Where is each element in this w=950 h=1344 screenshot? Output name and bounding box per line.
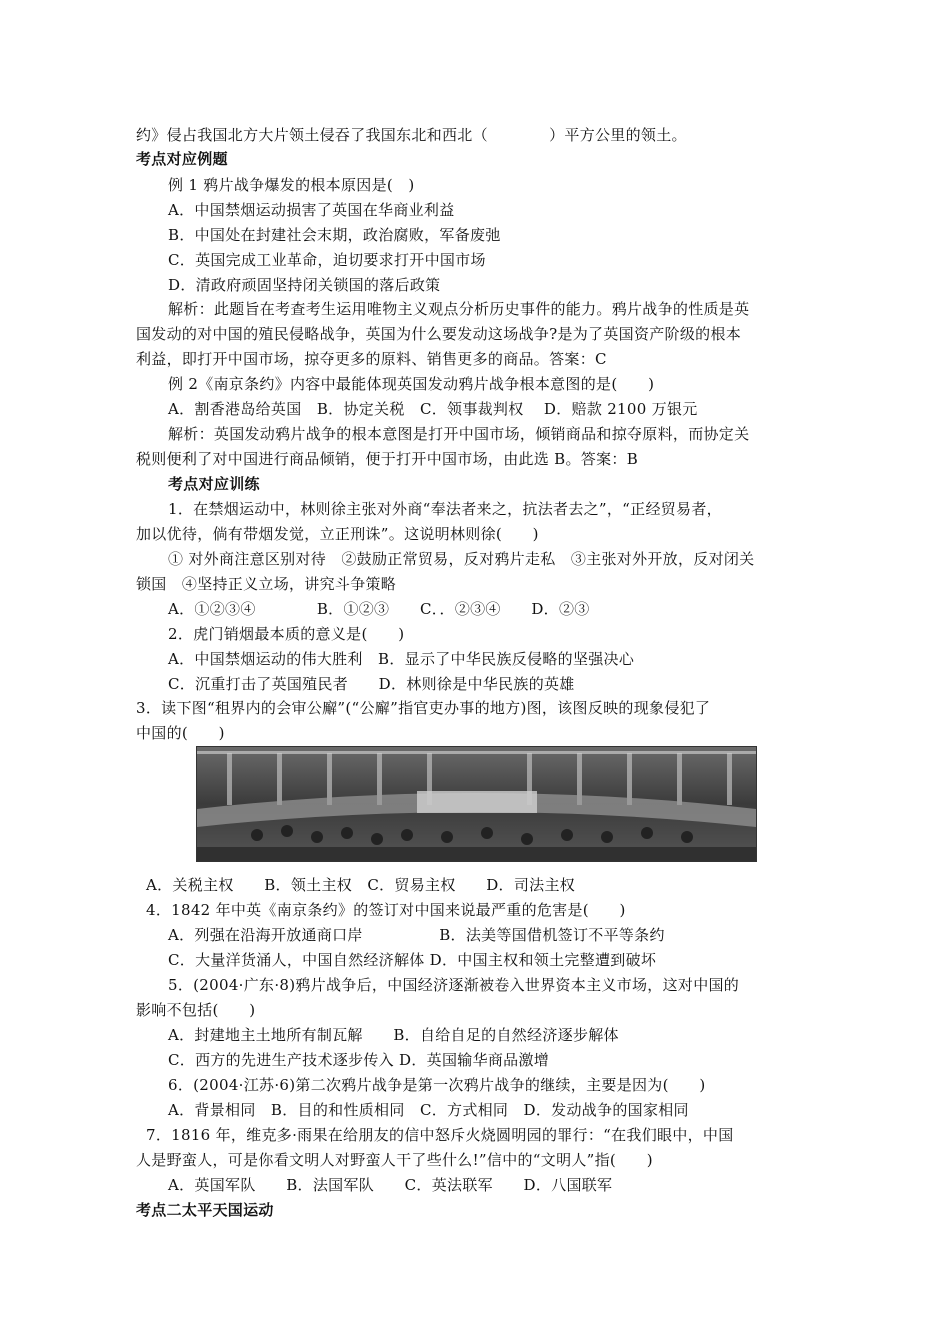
answer-option: A．中国禁烟运动损害了英国在华商业利益: [168, 201, 455, 219]
answer-options: A．关税主权 B．领土主权 C．贸易主权 D．司法主权: [146, 876, 576, 894]
question-stem: 影响不包括( ): [136, 1001, 256, 1019]
question-stem: 1．在禁烟运动中，林则徐主张对外商“奉法者来之，抗法者去之”，“正经贸易者，: [168, 500, 722, 518]
answer-options: C．大量洋货涌人，中国自然经济解体 D．中国主权和领土完整遭到破坏: [168, 951, 657, 969]
answer-options: A．英国军队 B．法国军队 C．英法联军 D．八国联军: [168, 1176, 613, 1194]
answer-options: A．列强在沿海开放通商口岸 B．法美等国借机签订不平等条约: [168, 926, 665, 944]
question-stem: 例 1 鸦片战争爆发的根本原因是( ): [168, 176, 415, 194]
analysis-text: 国发动的对中国的殖民侵略战争，英国为什么要发动这场战争?是为了英国资产阶级的根本: [136, 325, 742, 343]
question-stem: 6．(2004·江苏·6)第二次鸦片战争是第一次鸦片战争的继续，主要是因为( ): [168, 1076, 706, 1094]
question-stem: 人是野蛮人，可是你看文明人对野蛮人干了些什么!”信中的“文明人”指( ): [136, 1151, 653, 1169]
question-stem: 2．虎门销烟最本质的意义是( ): [168, 625, 405, 643]
answer-options: A．①②③④ B．①②③ C．．②③④ D．②③: [168, 600, 590, 618]
answer-options: C．沉重打击了英国殖民者 D．林则徐是中华民族的英雄: [168, 675, 575, 693]
statement-list: 锁国 ④坚持正义立场，讲究斗争策略: [136, 575, 397, 593]
statement-list: ① 对外商注意区别对待 ②鼓励正常贸易，反对鸦片走私 ③主张对外开放，反对闭关: [168, 550, 755, 568]
answer-options: C．西方的先进生产技术逐步传入 D．英国输华商品激增: [168, 1051, 550, 1069]
question-stem: 例 2《南京条约》内容中最能体现英国发动鸦片战争根本意图的是( ): [168, 375, 655, 393]
question-stem: 5．(2004·广东·8)鸦片战争后，中国经济逐渐被卷入世界资本主义市场，这对中国的: [168, 976, 740, 994]
analysis-text: 解析：英国发动鸦片战争的根本意图是打开中国市场，倾销商品和掠夺原料，而协定关: [168, 425, 750, 443]
answer-option: C．英国完成工业革命，迫切要求打开中国市场: [168, 251, 486, 269]
question-stem: 中国的( ): [136, 724, 225, 742]
analysis-text: 利益，即打开中国市场，掠夺更多的原料、销售更多的商品。答案：C: [136, 350, 607, 368]
section-heading: 考点对应例题: [136, 150, 228, 168]
analysis-text: 解析：此题旨在考查考生运用唯物主义观点分析历史事件的能力。鸦片战争的性质是英: [168, 300, 750, 318]
answer-option: B．中国处在封建社会末期，政治腐败，军备废弛: [168, 226, 501, 244]
answer-options: A．封建地主土地所有制瓦解 B．自给自足的自然经济逐步解体: [168, 1026, 619, 1044]
answer-options: A．背景相同 B．目的和性质相同 C．方式相同 D．发动战争的国家相同: [168, 1101, 689, 1119]
court-hall-photo: [196, 746, 757, 862]
question-stem: 7．1816 年，维克多·雨果在给朋友的信中怒斥火烧圆明园的罪行：“在我们眼中，中国: [146, 1126, 734, 1144]
answer-option: D．清政府顽固坚持闭关锁国的落后政策: [168, 276, 441, 294]
analysis-text: 税则便利了对中国进行商品倾销，便于打开中国市场，由此选 B。答案：B: [136, 450, 639, 468]
section-heading: 考点对应训练: [168, 475, 260, 493]
question-stem: 4．1842 年中英《南京条约》的签订对中国来说最严重的危害是( ): [146, 901, 626, 919]
text-line: 约》侵占我国北方大片领土侵吞了我国东北和西北（ ）平方公里的领土。: [136, 126, 687, 144]
question-stem: 3．读下图“租界内的会审公廨”(“公廨”指官吏办事的地方)图，该图反映的现象侵犯了: [136, 699, 711, 717]
section-heading: 考点二太平天国运动: [136, 1201, 274, 1219]
answer-options: A．中国禁烟运动的伟大胜利 B．显示了中华民族反侵略的坚强决心: [168, 650, 635, 668]
answer-options: A．割香港岛给英国 B．协定关税 C．领事裁判权 D．赔款 2100 万银元: [168, 400, 698, 418]
question-stem: 加以优待，倘有带烟发觉，立正刑诛”。这说明林则徐( ): [136, 525, 539, 543]
